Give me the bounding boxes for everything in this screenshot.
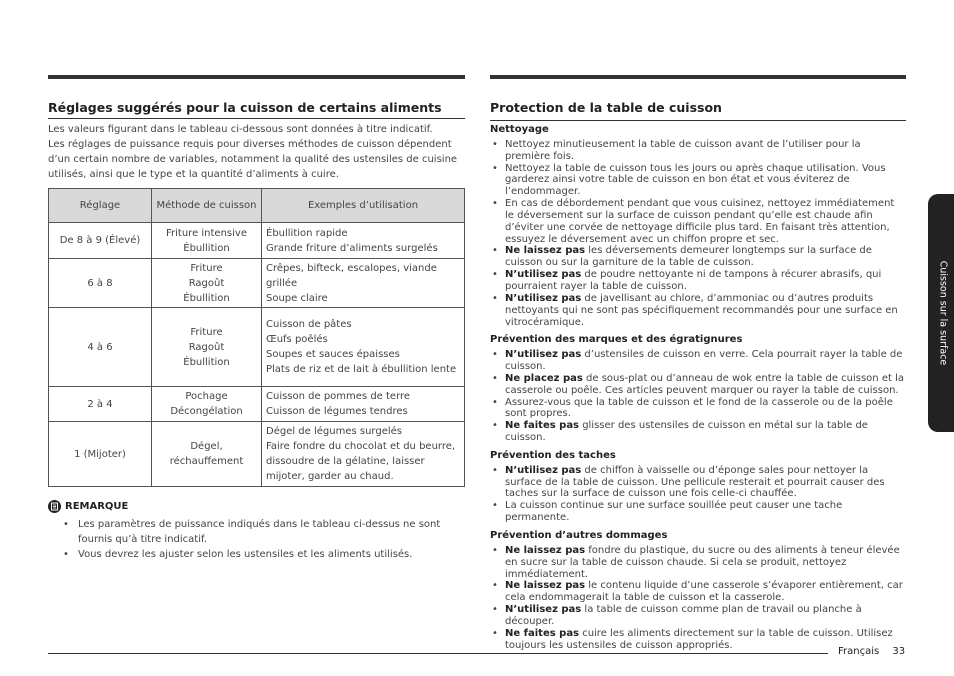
item-text: de chiffon à vaisselle ou d’éponge sales pour nettoyer la surface de la table de cuisson. Une pellicule resterait et pourrait causer des taches sur la surface de cuisson une fois celle-ci chauffée. xyxy=(505,464,885,500)
setting-cell: De 8 à 9 (Élevé) xyxy=(49,223,152,259)
examples-cell xyxy=(262,387,465,422)
table-row xyxy=(49,387,465,422)
table-row xyxy=(49,223,465,259)
list-item xyxy=(490,604,906,628)
item-text: Nettoyez la table de cuisson tous les jours ou après chaque utilisation. Vous garderez ainsi votre table de cuisson en bon état et vous éviterez de l’endommager. xyxy=(505,162,886,198)
example-line: Soupe claire xyxy=(266,292,328,304)
item-text: fondre du plastique, du sucre ou des aliments à teneur élevée en sucre sur la table de cuisson chaude. Si cela se produit, nettoyez immédiatement. xyxy=(505,544,900,580)
list-item xyxy=(490,397,906,421)
examples-cell xyxy=(262,422,465,487)
list-item: • Vous devrez les ajuster selon les ustensiles et les aliments utilisés. xyxy=(48,548,458,563)
table-row xyxy=(49,422,465,487)
emphasis-text: Ne laissez pas xyxy=(505,245,586,257)
method-line: Pochage xyxy=(185,391,228,402)
bullet-list xyxy=(490,545,906,652)
method-line: Ragoût xyxy=(188,277,225,289)
example-line: Grande friture d’aliments surgelés xyxy=(266,242,438,254)
list-item xyxy=(490,545,906,581)
example-line: Cuisson de pâtes xyxy=(266,319,352,330)
table-row xyxy=(49,259,465,308)
item-text: le contenu liquide d’une casserole s’évaporer entièrement, car cela endommagerait la table de cuisson et la casserole. xyxy=(505,580,903,604)
header-examples: Exemples d’utilisation xyxy=(262,189,465,223)
setting-cell: 2 à 4 xyxy=(49,387,152,422)
subsection-title: Prévention des taches xyxy=(490,449,616,461)
left-heading: Réglages suggérés pour la cuisson de certains aliments xyxy=(48,100,442,115)
method-cell xyxy=(152,223,262,259)
right-heading: Protection de la table de cuisson xyxy=(490,100,722,115)
bullet-list xyxy=(490,349,906,444)
emphasis-text: Ne laissez pas xyxy=(505,544,586,556)
method-line: Ébullition xyxy=(183,356,230,368)
item-text: En cas de débordement pendant que vous cuisinez, nettoyez immédiatement le déversement sur la surface de cuisson pendant qu’elle est chaude afin d’éviter une corvée de nettoyage difficile plus tard. En faisant très attention, essuyez le déversement avec un chiffon propre et sec. xyxy=(505,198,895,245)
item-text: glisser des ustensiles de cuisson en métal sur la table de cuisson. xyxy=(505,420,868,444)
subsection-title: Nettoyage xyxy=(490,124,549,135)
method-line: Ébullition xyxy=(183,292,230,304)
list-item xyxy=(490,580,906,604)
item-text: d’ustensiles de cuisson en verre. Cela pourrait rayer la table de cuisson. xyxy=(505,349,903,373)
item-text: la table de cuisson comme plan de travail ou planche à découper. xyxy=(505,604,862,627)
list-item xyxy=(490,293,906,329)
note-list xyxy=(48,518,458,564)
intro-text xyxy=(48,122,468,182)
page-number: 33 xyxy=(892,646,906,657)
footer-line xyxy=(48,653,828,654)
note-icon xyxy=(48,500,61,513)
setting-cell: 6 à 8 xyxy=(49,259,152,308)
list-item xyxy=(490,500,906,524)
list-item xyxy=(490,245,906,269)
table-header-row xyxy=(49,189,465,223)
footer xyxy=(838,646,905,657)
chapter-side-tab-label: Cuisson sur la surface xyxy=(937,260,949,366)
method-cell xyxy=(152,387,262,422)
list-item xyxy=(490,465,906,501)
item-text: La cuisson continue sur une surface souillée peut causer une tache permanente. xyxy=(505,500,843,524)
method-cell xyxy=(152,259,262,308)
method-line: réchauffement xyxy=(169,456,244,467)
chapter-side-tab xyxy=(928,194,954,432)
bullet-list xyxy=(490,139,906,329)
example-line: Plats de riz et de lait à ébullition lente xyxy=(266,364,457,375)
example-line: Cuisson de légumes tendres xyxy=(266,406,408,417)
list-item xyxy=(490,163,906,199)
example-line: Soupes et sauces épaisses xyxy=(266,349,400,360)
example-line: Dégel de légumes surgelés xyxy=(266,426,403,437)
method-cell xyxy=(152,422,262,487)
header-method: Méthode de cuisson xyxy=(152,189,262,223)
example-line: Ébullition rapide xyxy=(266,227,348,239)
header-setting: Réglage xyxy=(49,189,152,223)
footer-language: Français xyxy=(838,646,880,657)
method-line: Friture xyxy=(190,326,223,338)
item-text: de poudre nettoyante ni de tampons à récurer abrasifs, qui pourraient rayer la table de cuisson. xyxy=(505,269,882,292)
item-text: de sous-plat ou d’anneau de wok entre la table de cuisson et la casserole ou poêle. Ces articles peuvent marquer ou rayer la table de cuisson. xyxy=(505,372,904,396)
left-heading-underline xyxy=(48,118,465,119)
item-text: de javellisant au chlore, d’ammoniac ou d’autres produits nettoyants qui ne sont pas spécifiquement recommandés pour une surface en vitrocéramique. xyxy=(505,292,898,328)
protection-section xyxy=(490,124,906,657)
right-top-rule xyxy=(490,75,906,79)
intro-line-2: Les réglages de puissance requis pour diverses méthodes de cuisson dépendent d’un certain nombre de variables, notamment la qualité des ustensiles de cuisine utilisés, ainsi que le type et la quantité d’aliments à cuire. xyxy=(48,139,458,180)
example-line: Œufs poêlés xyxy=(266,334,328,345)
method-line: Friture intensive xyxy=(166,227,247,239)
cooking-settings-table xyxy=(48,188,465,487)
emphasis-text: Ne faites pas xyxy=(505,420,580,432)
list-item xyxy=(490,269,906,293)
right-heading-underline xyxy=(490,120,906,121)
item-text: cuire les aliments directement sur la table de cuisson. Utilisez toujours les ustensiles de cuisson appropriés. xyxy=(505,627,893,651)
emphasis-text: N’utilisez pas xyxy=(505,604,582,616)
examples-cell xyxy=(262,259,465,308)
note-title: REMARQUE xyxy=(65,501,129,512)
item-text: Assurez-vous que la table de cuisson et le fond de la casserole ou de la poêle sont propres. xyxy=(505,396,893,420)
setting-cell: 1 (Mijoter) xyxy=(49,422,152,487)
left-top-rule xyxy=(48,75,465,79)
emphasis-text: N’utilisez pas xyxy=(505,464,582,476)
example-line: Cuisson de pommes de terre xyxy=(266,391,411,402)
emphasis-text: Ne placez pas xyxy=(505,372,583,384)
method-line: Ébullition xyxy=(183,242,230,254)
method-line: Friture xyxy=(190,262,223,274)
item-text: les déversements demeurer longtemps sur la surface de cuisson ou sur la garniture de la table de cuisson. xyxy=(505,245,872,269)
emphasis-text: N’utilisez pas xyxy=(505,349,582,361)
example-line: Faire fondre du chocolat et du beurre, dissoudre de la gélatine, laisser mijoter, garder au chaud. xyxy=(266,441,456,482)
intro-line-1: Les valeurs figurant dans le tableau ci-dessous sont données à titre indicatif. xyxy=(48,124,433,135)
method-line: Ragoût xyxy=(188,341,225,353)
method-line: Décongélation xyxy=(170,406,243,417)
emphasis-text: N’utilisez pas xyxy=(505,292,582,304)
method-cell xyxy=(152,308,262,387)
subsection-title: Prévention des marques et des égratignures xyxy=(490,334,743,346)
examples-cell xyxy=(262,308,465,387)
list-item: • Les paramètres de puissance indiqués dans le tableau ci-dessus ne sont fournis qu’à titre indicatif. xyxy=(48,518,458,547)
bullet-list xyxy=(490,465,906,524)
subsection-title: Prévention d’autres dommages xyxy=(490,530,668,541)
emphasis-text: Ne faites pas xyxy=(505,627,580,639)
emphasis-text: Ne laissez pas xyxy=(505,580,586,592)
emphasis-text: N’utilisez pas xyxy=(505,269,582,281)
list-item xyxy=(490,349,906,373)
example-line: Crêpes, bifteck, escalopes, viande grillée xyxy=(266,262,437,289)
method-line: Dégel, xyxy=(190,441,223,452)
list-item xyxy=(490,373,906,397)
examples-cell xyxy=(262,223,465,259)
list-item xyxy=(490,198,906,245)
item-text: Nettoyez minutieusement la table de cuisson avant de l’utiliser pour la première fois. xyxy=(505,138,861,162)
list-item xyxy=(490,420,906,444)
note-heading xyxy=(48,500,128,513)
list-item xyxy=(490,139,906,163)
table-row xyxy=(49,308,465,387)
setting-cell: 4 à 6 xyxy=(49,308,152,387)
